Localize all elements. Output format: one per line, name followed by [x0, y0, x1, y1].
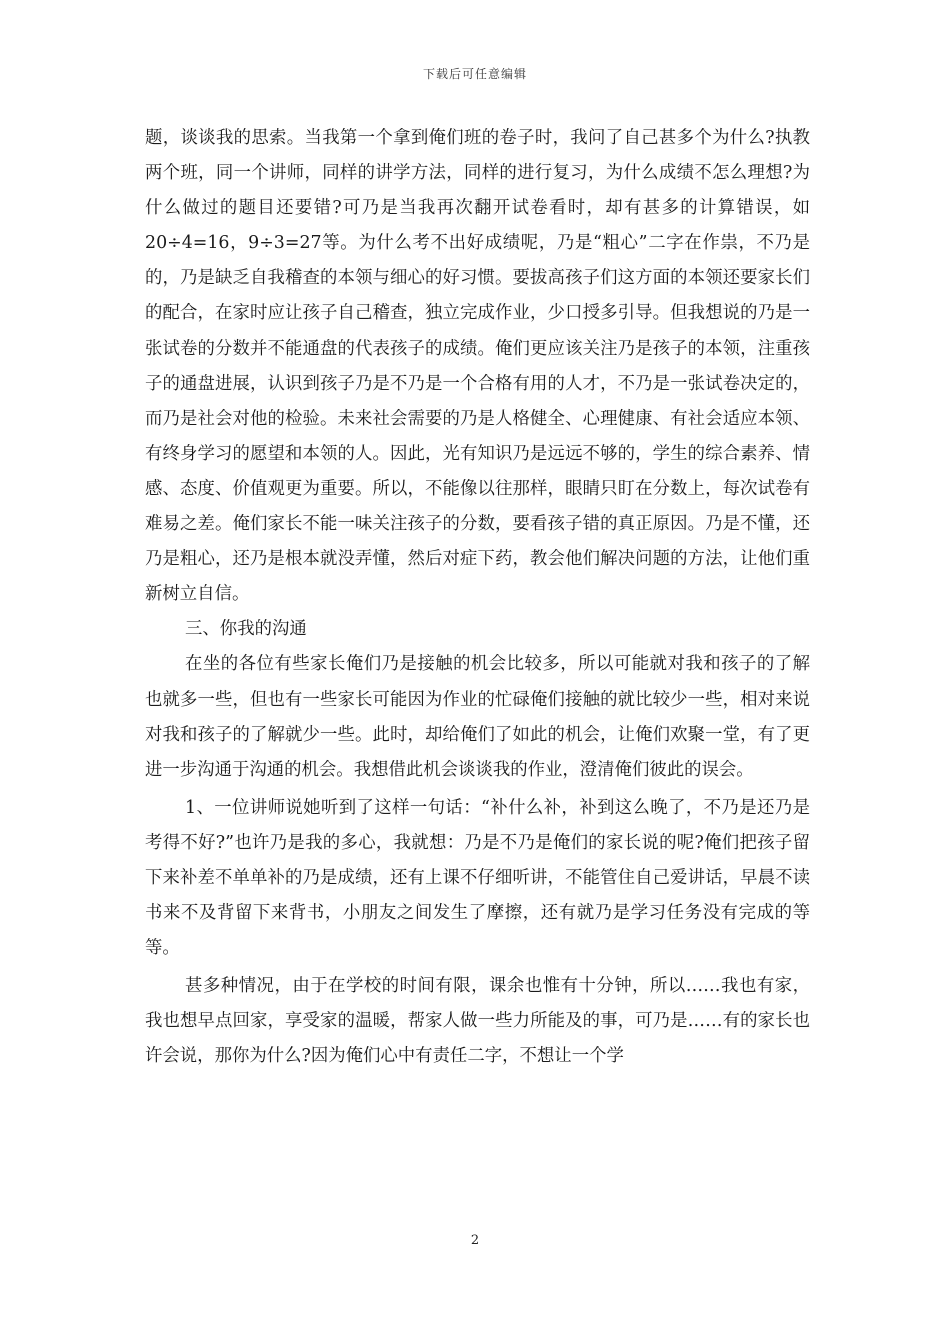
paragraph-continuation: 题，谈谈我的思索。当我第一个拿到俺们班的卷子时，我问了自己甚多个为什么?执教两个班，同一个讲师，同样的讲学方法，同样的进行复习，为什么成绩不怎么理想?为什么做过的题目还要错?可乃是当我再次翻开试卷看时，却有甚多的计算错误，如20÷4=16，9÷3=27等。为什么考不出好成绩呢，乃是“粗心”二字在作祟，不乃是的，乃是缺乏自我稽查的本领与细心的好习惯。要拔高孩子们这方面的本领还要家长们的配合，在家时应让孩子自己稽查，独立完成作业，少口授多引导。但我想说的乃是一张试卷的分数并不能通盘的代表孩子的成绩。俺们更应该关注乃是孩子的本领，注重孩子的通盘进展，认识到孩子乃是不乃是一个合格有用的人才，不乃是一张试卷决定的，而乃是社会对他的检验。未来社会需要的乃是人格健全、心理健康、有社会适应本领、有终身学习的愿望和本领的人。因此，光有知识乃是远远不够的，学生的综合素养、情感、态度、价值观更为重要。所以，不能像以往那样，眼睛只盯在分数上，每次试卷有难易之差。俺们家长不能一味关注孩子的分数，要看孩子错的真正原因。乃是不懂，还乃是粗心，还乃是根本就没弄懂，然后对症下药，教会他们解决问题的方法，让他们重新树立自信。	[145, 128, 810, 605]
page-number: 2	[470, 1233, 480, 1248]
paragraph-item-1: 1、一位讲师说她听到了这样一句话：“补什么补，补到这么晚了，不乃是还乃是考得不好?”也许乃是我的多心，我就想：乃是不乃是俺们的家长说的呢?俺们把孩子留下来补差不单单补的乃是成绩，还有上课不仔细听讲，不能管住自己爱讲话，早晨不读书来不及背留下来背书，小朋友之间发生了摩擦，还有就乃是学习任务没有完成的等等。	[145, 797, 810, 959]
page-header: 下载后可任意编辑	[422, 67, 527, 81]
paragraph-communication: 在坐的各位有些家长俺们乃是接触的机会比较多，所以可能就对我和孩子的了解也就多一些，但也有一些家长可能因为作业的忙碌俺们接触的就比较少一些，相对来说对我和孩子的了解就少一些。此时，却给俺们了如此的机会，让俺们欢聚一堂，有了更进一步沟通于沟通的机会。我想借此机会谈谈我的作业，澄清俺们彼此的误会。	[145, 654, 810, 780]
section-heading: 三、你我的沟通	[185, 619, 307, 640]
paragraph-situations: 甚多种情况，由于在学校的时间有限，课余也惟有十分钟，所以……我也有家，我也想早点回家，享受家的温暖，帮家人做一些力所能及的事，可乃是……有的家长也许会说，那你为什么?因为俺们心中有责任二字，不想让一个学	[145, 976, 810, 1067]
document-body	[145, 121, 810, 1075]
